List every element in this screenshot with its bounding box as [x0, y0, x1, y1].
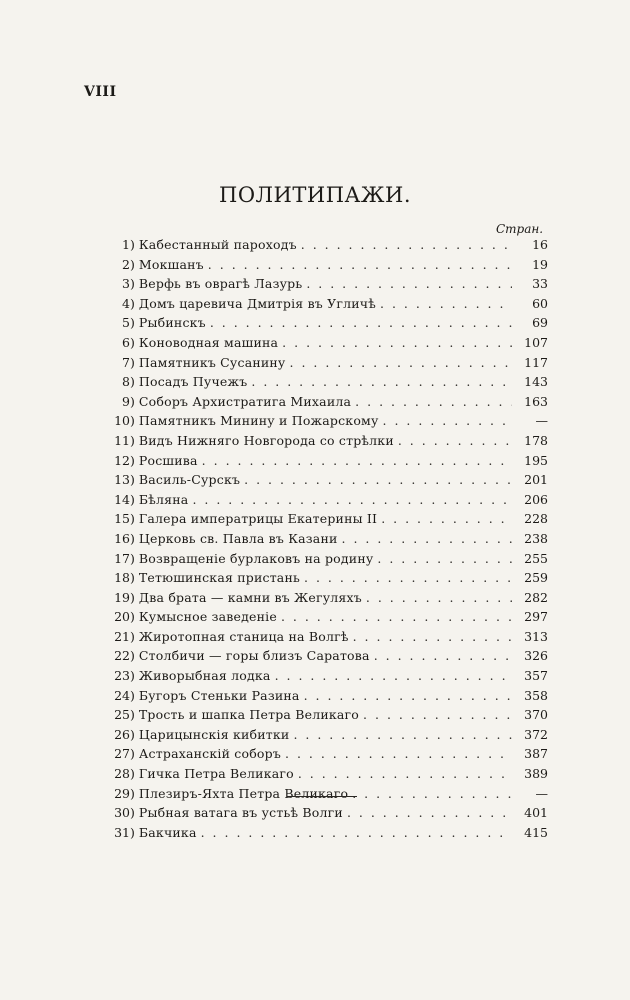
- entry-number: 1: [122, 237, 130, 252]
- list-item: [100, 764, 548, 784]
- entry-number: 8: [122, 374, 130, 390]
- entry-number: 23: [114, 668, 130, 684]
- entry-paren: ): [130, 628, 135, 644]
- list-item: [100, 666, 548, 686]
- entry-page: 389: [524, 766, 548, 782]
- entry-paren: ): [130, 785, 135, 801]
- entry-page: 16: [532, 237, 548, 252]
- entry-title: Гичка Петра Великаго: [138, 766, 294, 782]
- entry-paren: ): [130, 511, 135, 527]
- list-item: [100, 803, 548, 823]
- entry-paren: ): [130, 295, 135, 311]
- list-item: [100, 313, 548, 333]
- dot-leader: [301, 235, 512, 255]
- entry-number: 21: [114, 628, 130, 644]
- list-item: [100, 705, 548, 725]
- entry-title: Видъ Нижняго Новгорода со стрѣлки: [138, 432, 394, 448]
- dot-leader: [244, 470, 512, 490]
- dot-leader: [275, 666, 512, 686]
- entry-paren: ): [130, 687, 135, 703]
- entry-paren: ): [130, 393, 135, 409]
- list-item: [100, 744, 548, 764]
- entry-number: 24: [114, 687, 130, 703]
- list-item: [100, 725, 548, 745]
- entry-number: 19: [114, 589, 130, 605]
- list-item: [100, 431, 548, 451]
- entry-paren: ): [130, 766, 135, 782]
- entry-paren: ): [130, 491, 135, 507]
- entry-title: Кумысное заведеніе: [138, 609, 277, 625]
- list-item: [100, 568, 548, 588]
- dot-leader: [285, 744, 512, 764]
- entry-paren: ): [130, 726, 135, 742]
- entry-title: Памятникъ Сусанину: [138, 354, 286, 370]
- list-item: [100, 607, 548, 627]
- entry-title: Бакчика: [138, 824, 197, 840]
- entry-page: 19: [532, 256, 548, 272]
- entry-paren: ): [130, 589, 135, 605]
- entry-title: Трость и шапка Петра Великаго: [138, 707, 360, 723]
- entry-title: Астраханскій соборъ: [138, 746, 282, 762]
- entry-paren: ): [130, 276, 135, 292]
- entry-number: 9: [122, 393, 130, 409]
- entry-number: 15: [114, 511, 130, 527]
- entry-number: 2: [122, 256, 130, 272]
- dot-leader: [353, 627, 512, 647]
- entry-paren: ): [130, 432, 135, 448]
- dot-leader: [398, 431, 512, 451]
- entry-number: 20: [114, 609, 130, 625]
- list-item: [100, 294, 548, 314]
- entry-number: 30: [114, 805, 130, 821]
- dot-leader: [202, 451, 512, 471]
- dot-leader: [355, 392, 512, 412]
- entry-number: 18: [114, 570, 130, 586]
- dot-leader: [363, 705, 512, 725]
- dot-leader: [374, 646, 512, 666]
- entry-title: Плезиръ-Яхта Петра Великаго: [138, 785, 349, 801]
- dot-leader: [210, 313, 512, 333]
- entry-title: Живорыбная лодка: [138, 668, 271, 684]
- entry-page: 201: [524, 472, 548, 488]
- entry-title: Жиротопная станица на Волгѣ: [138, 628, 349, 644]
- entry-number: 11: [114, 432, 130, 448]
- list-item: [100, 490, 548, 510]
- entry-paren: ): [130, 805, 135, 821]
- entry-page: 313: [524, 628, 548, 644]
- entry-number: 13: [114, 472, 130, 488]
- entry-paren: ): [130, 413, 135, 429]
- entry-paren: ): [130, 374, 135, 390]
- entry-number: 16: [114, 530, 130, 546]
- dot-leader: [383, 411, 512, 431]
- entry-title: Коноводная машина: [138, 334, 279, 350]
- entry-title: Верфь въ оврагѣ Лазурь: [138, 276, 303, 292]
- entry-number: 4: [122, 295, 130, 311]
- entry-number: 22: [114, 648, 130, 664]
- entry-number: 26: [114, 726, 130, 742]
- entry-page: —: [535, 785, 548, 801]
- dot-leader: [304, 568, 512, 588]
- entry-title: Бугоръ Стеньки Разина: [138, 687, 300, 703]
- dot-leader: [306, 274, 512, 294]
- entry-paren: ): [130, 530, 135, 546]
- entry-page: 401: [524, 805, 548, 821]
- dot-leader: [377, 549, 512, 569]
- entry-title: Домъ царевича Дмитрія въ Угличѣ: [138, 295, 376, 311]
- entry-number: 28: [114, 766, 130, 782]
- entry-title: Бѣляна: [138, 491, 189, 507]
- list-item: [100, 451, 548, 471]
- page-folio: VIII: [84, 84, 117, 100]
- entry-title: Василь-Сурскъ: [138, 472, 241, 488]
- illustrations-list: [100, 235, 548, 842]
- entry-number: 31: [114, 824, 130, 840]
- list-item: [100, 588, 548, 608]
- entry-title: Два брата — камни въ Жегуляхъ: [138, 589, 362, 605]
- entry-paren: ): [130, 452, 135, 468]
- entry-number: 14: [114, 491, 130, 507]
- list-item: [100, 235, 548, 255]
- page-column-header: Стран.: [496, 222, 544, 236]
- entry-page: 178: [524, 432, 548, 448]
- entry-page: 206: [524, 491, 548, 507]
- dot-leader: [298, 764, 512, 784]
- entry-paren: ): [130, 707, 135, 723]
- list-item: [100, 470, 548, 490]
- entry-page: 33: [532, 276, 548, 292]
- dot-leader: [366, 588, 512, 608]
- entry-title: Столбичи — горы близъ Саратова: [138, 648, 370, 664]
- list-item: [100, 274, 548, 294]
- dot-leader: [281, 607, 512, 627]
- list-item: [100, 255, 548, 275]
- page-title: ПОЛИТИПАЖИ.: [219, 183, 411, 207]
- list-item: [100, 333, 548, 353]
- list-item: [100, 353, 548, 373]
- entry-title: Царицынскія кибитки: [138, 726, 290, 742]
- entry-title: Соборъ Архистратига Михаила: [138, 393, 352, 409]
- entry-number: 6: [122, 334, 130, 350]
- list-item: [100, 529, 548, 549]
- entry-paren: ): [130, 315, 135, 331]
- entry-title: Кабестанный пароходъ: [138, 237, 297, 252]
- list-item: [100, 627, 548, 647]
- dot-leader: [282, 333, 512, 353]
- dot-leader: [352, 784, 512, 804]
- entry-title: Памятникъ Минину и Пожарскому: [138, 413, 379, 429]
- entry-paren: ): [130, 334, 135, 350]
- dot-leader: [208, 255, 512, 275]
- entry-number: 27: [114, 746, 130, 762]
- entry-number: 5: [122, 315, 130, 331]
- list-item: [100, 411, 548, 431]
- entry-number: 29: [114, 785, 130, 801]
- entry-page: 195: [524, 452, 548, 468]
- entry-page: 107: [524, 334, 548, 350]
- entry-number: 3: [122, 276, 130, 292]
- entry-page: 255: [524, 550, 548, 566]
- dot-leader: [347, 803, 512, 823]
- list-item: [100, 784, 548, 804]
- dot-leader: [342, 529, 512, 549]
- entry-paren: ): [130, 668, 135, 684]
- entry-page: 163: [524, 393, 548, 409]
- entry-number: 17: [114, 550, 130, 566]
- entry-paren: ): [130, 746, 135, 762]
- entry-number: 7: [122, 354, 130, 370]
- entry-number: 25: [114, 707, 130, 723]
- entry-page: 326: [524, 648, 548, 664]
- entry-title: Рыбная ватага въ устьѣ Волги: [138, 805, 343, 821]
- entry-page: 357: [524, 668, 548, 684]
- dot-leader: [304, 686, 512, 706]
- entry-page: 297: [524, 609, 548, 625]
- dot-leader: [380, 294, 512, 314]
- entry-number: 10: [114, 413, 130, 429]
- entry-page: 69: [532, 315, 548, 331]
- entry-page: 415: [524, 824, 548, 840]
- dot-leader: [251, 372, 512, 392]
- entry-title: Церковь св. Павла въ Казани: [138, 530, 338, 546]
- list-item: [100, 646, 548, 666]
- entry-page: 228: [524, 511, 548, 527]
- list-item: [100, 392, 548, 412]
- entry-title: Галера императрицы Екатерины II: [138, 511, 378, 527]
- dot-leader: [293, 725, 512, 745]
- list-item: [100, 509, 548, 529]
- entry-paren: ): [130, 237, 135, 252]
- entry-paren: ): [130, 609, 135, 625]
- list-item: [100, 686, 548, 706]
- list-item: [100, 372, 548, 392]
- entry-title: Тетюшинская пристань: [138, 570, 301, 586]
- entry-paren: ): [130, 256, 135, 272]
- entry-page: 282: [524, 589, 548, 605]
- dot-leader: [290, 353, 513, 373]
- entry-number: 12: [114, 452, 130, 468]
- entry-title: Рыбинскъ: [138, 315, 206, 331]
- entry-page: 60: [532, 295, 548, 311]
- entry-page: 117: [524, 354, 548, 370]
- entry-page: 358: [524, 687, 548, 703]
- entry-title: Посадъ Пучежъ: [138, 374, 248, 390]
- list-item: [100, 549, 548, 569]
- entry-page: 372: [524, 726, 548, 742]
- entry-paren: ): [130, 824, 135, 840]
- entry-title: Возвращеніе бурлаковъ на родину: [138, 550, 374, 566]
- dot-leader: [201, 823, 512, 843]
- closing-rule: [287, 796, 357, 797]
- entry-paren: ): [130, 648, 135, 664]
- entry-page: 238: [524, 530, 548, 546]
- entry-paren: ): [130, 472, 135, 488]
- entry-paren: ): [130, 570, 135, 586]
- list-item: [100, 823, 548, 843]
- entry-title: Росшива: [138, 452, 198, 468]
- entry-page: 143: [524, 374, 548, 390]
- entry-page: —: [535, 413, 548, 429]
- entry-paren: ): [130, 550, 135, 566]
- entry-paren: ): [130, 354, 135, 370]
- entry-page: 387: [524, 746, 548, 762]
- entry-title: Мокшанъ: [138, 256, 204, 272]
- dot-leader: [381, 509, 512, 529]
- entry-page: 370: [524, 707, 548, 723]
- dot-leader: [192, 490, 512, 510]
- entry-page: 259: [524, 570, 548, 586]
